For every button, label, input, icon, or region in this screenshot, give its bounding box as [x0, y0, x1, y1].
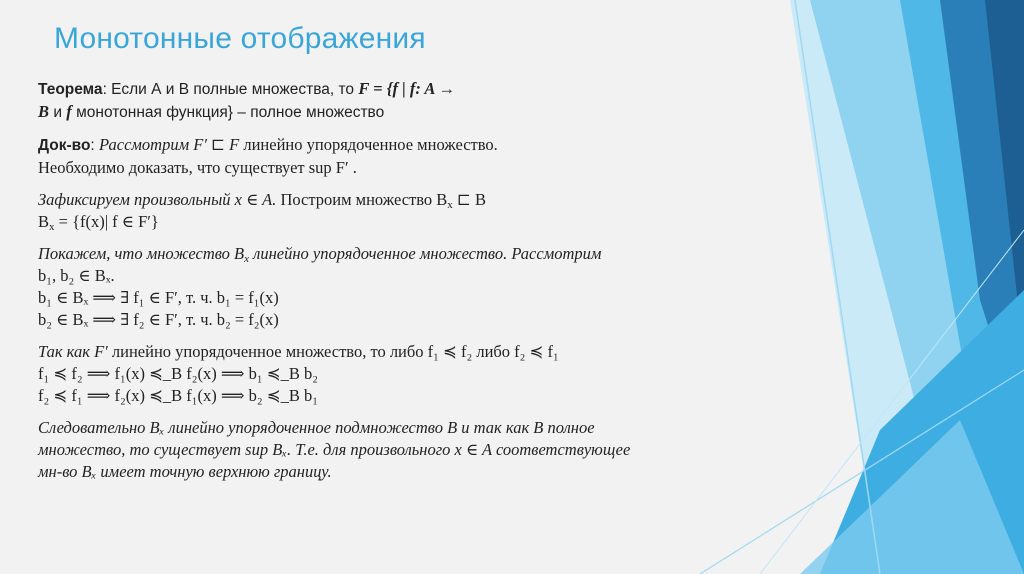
theorem-text-2: монотонная функция} – полное множество — [71, 104, 385, 121]
proof-paragraph — [38, 134, 758, 179]
theorem-mid: и — [49, 104, 67, 121]
theorem-math-2: B — [38, 102, 50, 121]
since-line-2: f₁ ≼ f₂ ⟹ f₁(x) ≼_B f₂(x) ⟹ b₁ ≼_B b₂ — [38, 364, 319, 383]
slide-content — [38, 78, 758, 493]
fix-line-2-sub: x — [49, 221, 55, 233]
show-line-2: b₁, b₂ ∈ Bₓ. — [38, 266, 115, 285]
show-line-3: b₁ ∈ Bₓ ⟹ ∃ f₁ ∈ F′, т. ч. b₁ = f₁(x) — [38, 288, 279, 307]
proof-sep: : — [90, 137, 100, 154]
fix-line-1-italic: Зафиксируем произвольный x ∈ A. — [38, 190, 277, 209]
since-line-1-italic: Так как F′ — [38, 342, 108, 361]
show-line-4: b₂ ∈ Bₓ ⟹ ∃ f₂ ∈ F′, т. ч. b₂ = f₂(x) — [38, 310, 279, 329]
theorem-math-1: F = {f | f: A → — [358, 79, 456, 98]
fix-line-2-a: B — [38, 212, 50, 231]
fix-line-2-b: = {f(x)| f ∈ F′} — [54, 212, 159, 231]
proof-line-1-italic: Рассмотрим F′ ⊏ F — [99, 135, 240, 154]
fix-paragraph — [38, 189, 758, 233]
proof-label: Док-во — [38, 137, 91, 154]
show-line-1: Покажем, что множество B — [38, 244, 245, 263]
conclusion-paragraph — [38, 417, 758, 483]
proof-line-1-rest: линейно упорядоченное множество. — [239, 135, 498, 154]
theorem-label: Теорема — [38, 81, 103, 98]
conclusion-line-3: мн-во Bₓ имеет точную верхнюю границу. — [38, 462, 332, 481]
theorem-math-3: f — [66, 102, 72, 121]
since-line-3: f₂ ≼ f₁ ⟹ f₂(x) ≼_B f₁(x) ⟹ b₂ ≼_B b₁ — [38, 386, 319, 405]
fix-line-1-end: ⊏ B — [452, 190, 487, 209]
show-line-1-sub: x — [244, 253, 250, 265]
since-paragraph — [38, 341, 758, 407]
since-line-1-rest: линейно упорядоченное множество, то либо f₁ ≼ f₂ либо f₂ ≼ f₁ — [107, 342, 559, 361]
fix-line-1-rest: Построим множество B — [276, 190, 448, 209]
fix-line-1-sub: x — [447, 199, 453, 211]
show-line-1-end: линейно упорядоченное множество. Рассмотрим — [249, 244, 602, 263]
theorem-paragraph — [38, 78, 758, 124]
page-title: Монотонные отображения — [54, 22, 426, 55]
proof-line-2: Необходимо доказать, что существует sup F′ . — [38, 158, 357, 177]
theorem-text-1: : Если А и В полные множества, то — [102, 81, 359, 98]
conclusion-line-2: множество, то существует sup Bₓ. Т.е. для произвольного x ∈ A соответствующее — [38, 440, 631, 459]
show-paragraph — [38, 243, 758, 331]
conclusion-line-1: Следовательно Bₓ линейно упорядоченное подмножество В и так как В полное — [38, 418, 595, 437]
